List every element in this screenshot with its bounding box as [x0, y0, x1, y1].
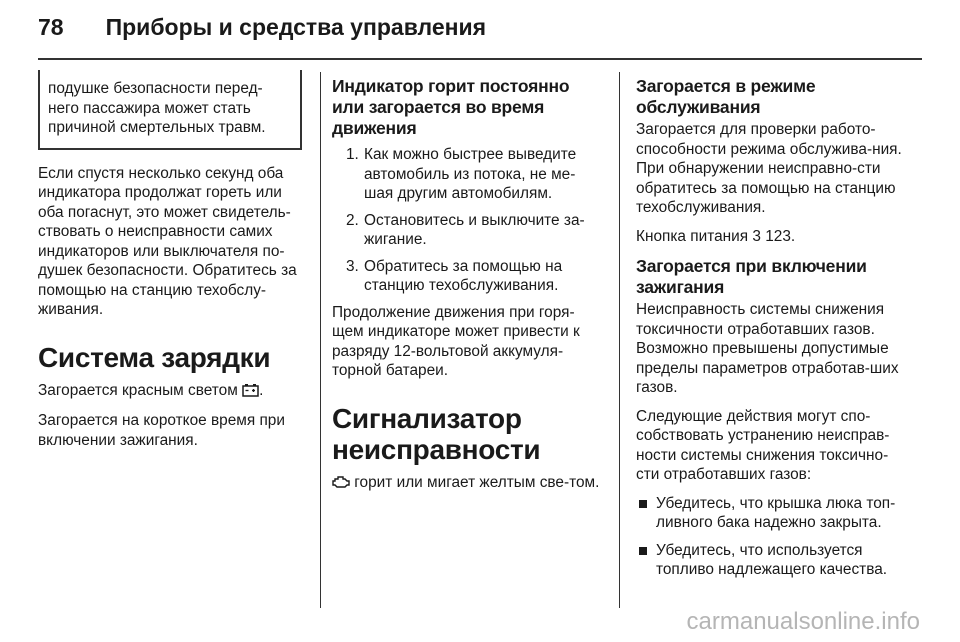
watermark: carmanualsonline.info [686, 608, 920, 635]
steps-list [332, 145, 602, 296]
page-header [38, 14, 486, 50]
section-heading-ignition: Загорается при включении зажигания [636, 256, 867, 297]
column-divider-1 [320, 72, 321, 608]
section-heading-malfunction: Сигнализатор неисправности [332, 402, 541, 465]
actions-paragraph: Следующие действия могут спо-собствовать устранению неисправ-ности системы снижения токсично-сти отработавших газов: [636, 407, 890, 483]
list-item: 3. Обратитесь за помощью на станцию техобслуживания. [346, 257, 563, 294]
emission-paragraph: Неисправность системы снижения токсичности отработавших газов. Возможно превышены допустимые пределы параметров отработав-ших газов. [636, 301, 899, 396]
list-item: 1. Как можно быстрее выведите автомобиль из потока, не ме-шая другим автомобилям. [346, 146, 577, 202]
column-divider-2 [619, 72, 620, 608]
service-mode-paragraph: Загорается для проверки работо-способности режима обслужива-ния. При обнаружении неисправно-сти обратитесь за помощью на станцию техобслуживания. [636, 121, 902, 216]
header-rule [38, 58, 922, 60]
section-heading-indicator: Индикатор горит постоянно или загорается во время движения [332, 76, 570, 138]
section-heading-service-mode: Загорается в режиме обслуживания [636, 76, 816, 117]
ignition-paragraph: Загорается на короткое время при включении зажигания. [38, 412, 285, 449]
power-button-reference: Кнопка питания 3 123. [636, 227, 796, 245]
column-2 [332, 62, 602, 503]
battery-discharge-paragraph: Продолжение движения при горя-щем индикаторе может привести к разряду 12-вольтовой аккумуля-торной батареи. [332, 303, 580, 379]
list-item: Убедитесь, что крышка люка топ-ливного бака надежно закрыта. [636, 494, 906, 533]
column-1 [38, 62, 300, 459]
warning-box [38, 70, 302, 150]
list-item: 2. Остановитесь и выключите за-жигание. [346, 211, 585, 248]
page-reference-icon: 3 [752, 227, 761, 245]
malfunction-paragraph: горит или мигает желтым све-том. [332, 473, 602, 495]
list-item: Убедитесь, что используется топливо надлежащего качества. [636, 541, 906, 580]
actions-list [636, 494, 906, 580]
page-title: Приборы и средства управления [105, 14, 487, 40]
column-3 [636, 62, 906, 588]
battery-icon [242, 383, 259, 403]
page-number: 78 [38, 14, 64, 40]
charging-paragraph: Загорается красным светом . [38, 381, 300, 403]
engine-check-icon [332, 475, 350, 495]
warning-box-text: подушке безопасности перед- него пассажира может стать причиной смертельных травм. [48, 80, 266, 136]
section-heading-charging: Система зарядки [38, 341, 271, 373]
airbag-paragraph: Если спустя несколько секунд оба индикатора продолжат гореть или оба погаснут, это может свидетель-ствовать о неисправности самих индикаторов или выключателя по-душек безопасности. Обратитесь за помощью на станцию техобслу-живания. [38, 164, 297, 318]
